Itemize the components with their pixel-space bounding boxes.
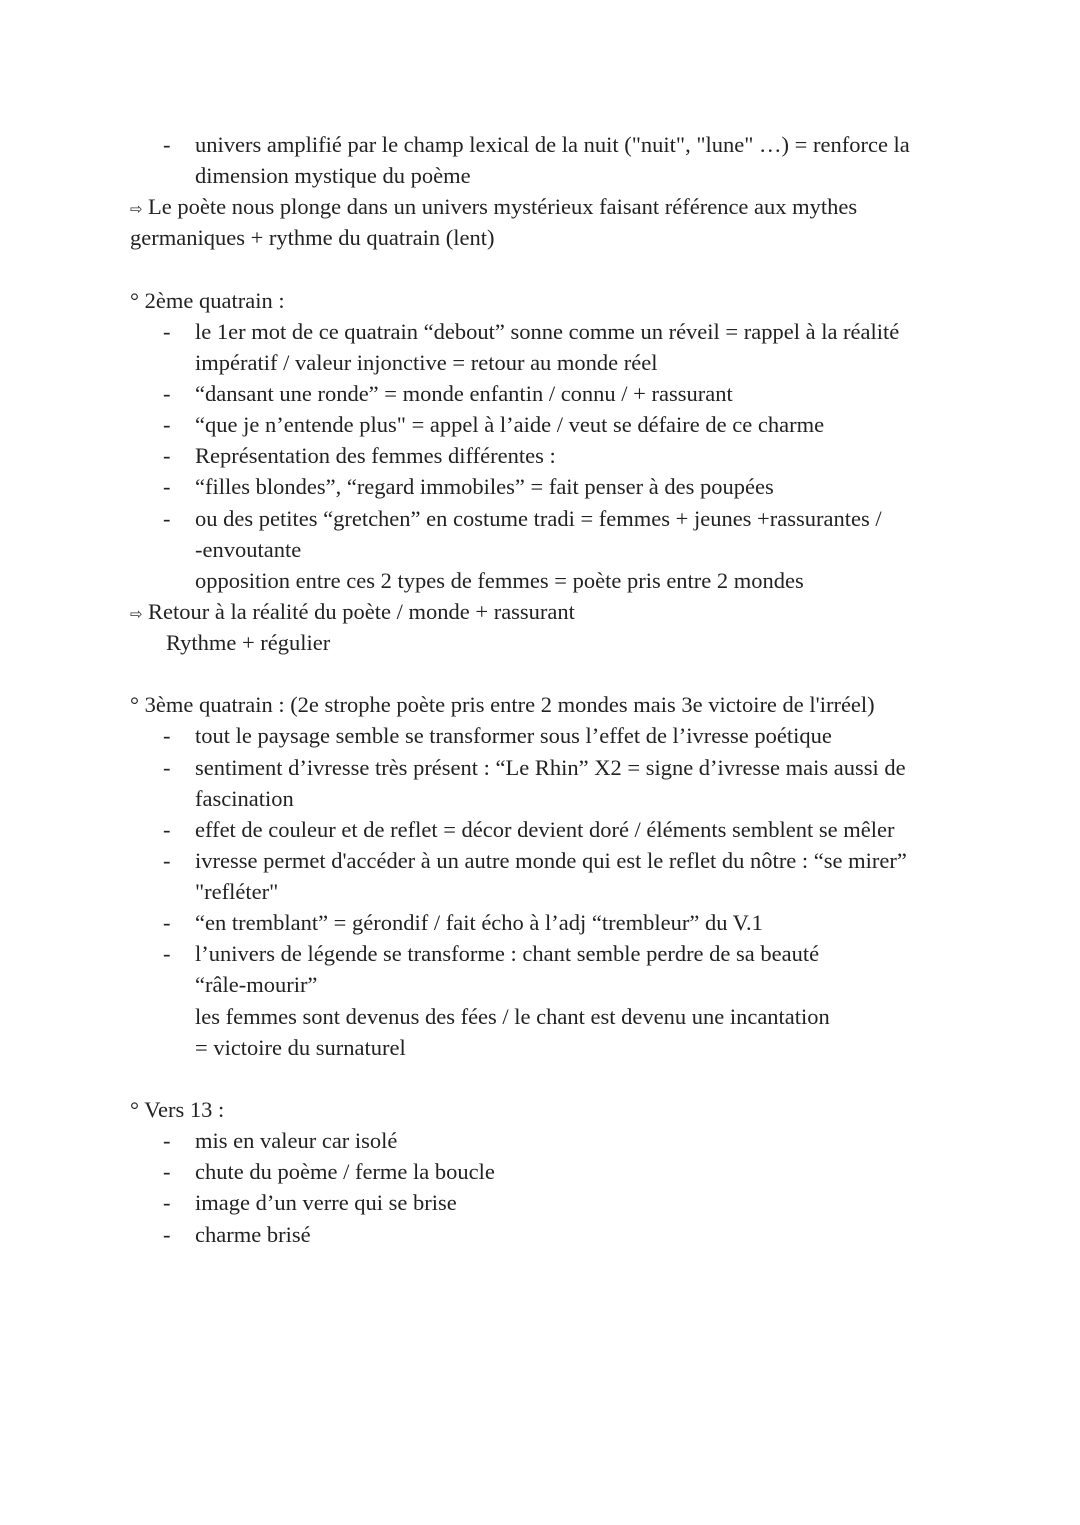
bullet-text: “filles blondes”, “regard immobiles” = fait penser à des poupées	[195, 474, 774, 499]
bullet-text-continued: "refléter"	[195, 879, 279, 904]
bullet-text: “en tremblant” = gérondif / fait écho à l’adj “trembleur” du V.1	[195, 910, 763, 935]
section-heading: ° 3ème quatrain : (2e strophe poète pris entre 2 mondes mais 3e victoire de l'irréel)	[130, 692, 875, 717]
bullet-dash: -	[163, 817, 171, 842]
bullet-text-continued: -envoutante	[195, 537, 302, 562]
bullet-text-continued: = victoire du surnaturel	[195, 1035, 406, 1060]
bullet-dash: -	[163, 443, 171, 468]
bullet-text: l’univers de légende se transforme : chant semble perdre de sa beauté	[195, 941, 820, 966]
bullet-dash: -	[163, 1128, 171, 1153]
bullet-text: “que je n’entende plus" = appel à l’aide / veut se défaire de ce charme	[195, 412, 825, 437]
bullet-dash: -	[163, 506, 171, 531]
bullet-dash: -	[163, 132, 171, 157]
bullet-text: univers amplifié par le champ lexical de la nuit ("nuit", "lune" …) = renforce la	[195, 132, 910, 157]
bullet-text: sentiment d’ivresse très présent : “Le Rhin” X2 = signe d’ivresse mais aussi de	[195, 755, 906, 780]
bullet-text: image d’un verre qui se brise	[195, 1190, 457, 1215]
bullet-text: “dansant une ronde” = monde enfantin / connu / + rassurant	[195, 381, 733, 406]
conclusion-line-continued: Rythme + régulier	[166, 630, 331, 655]
bullet-text: charme brisé	[195, 1222, 311, 1247]
right-arrow-icon: ⇨	[130, 200, 143, 218]
right-arrow-icon: ⇨	[130, 605, 143, 623]
bullet-text: le 1er mot de ce quatrain “debout” sonne comme un réveil = rappel à la réalité	[195, 319, 900, 344]
bullet-text: chute du poème / ferme la boucle	[195, 1159, 495, 1184]
bullet-dash: -	[163, 848, 171, 873]
bullet-text: mis en valeur car isolé	[195, 1128, 398, 1153]
bullet-text: Représentation des femmes différentes :	[195, 443, 556, 468]
section-heading: ° Vers 13 :	[130, 1097, 225, 1122]
bullet-dash: -	[163, 1159, 171, 1184]
conclusion-line-continued: germaniques + rythme du quatrain (lent)	[130, 225, 495, 250]
bullet-dash: -	[163, 319, 171, 344]
bullet-text-continued: fascination	[195, 786, 294, 811]
bullet-dash: -	[163, 1222, 171, 1247]
bullet-text: effet de couleur et de reflet = décor devient doré / éléments semblent se mêler	[195, 817, 895, 842]
bullet-dash: -	[163, 723, 171, 748]
bullet-dash: -	[163, 1190, 171, 1215]
bullet-dash: -	[163, 755, 171, 780]
conclusion-line: ⇨ Le poète nous plonge dans un univers mystérieux faisant référence aux mythes	[130, 191, 857, 225]
bullet-dash: -	[163, 910, 171, 935]
bullet-text: ivresse permet d'accéder à un autre monde qui est le reflet du nôtre : “se mirer”	[195, 848, 907, 873]
section-heading: ° 2ème quatrain :	[130, 288, 285, 313]
bullet-text: ou des petites “gretchen” en costume tradi = femmes + jeunes +rassurantes /	[195, 506, 882, 531]
bullet-text-continued: dimension mystique du poème	[195, 163, 471, 188]
bullet-text-continued: impératif / valeur injonctive = retour au monde réel	[195, 350, 658, 375]
bullet-dash: -	[163, 412, 171, 437]
bullet-dash: -	[163, 381, 171, 406]
bullet-text-continued: opposition entre ces 2 types de femmes = poète pris entre 2 mondes	[195, 568, 804, 593]
bullet-dash: -	[163, 474, 171, 499]
bullet-text-continued: “râle-mourir”	[195, 972, 318, 997]
bullet-text-continued: les femmes sont devenus des fées / le chant est devenu une incantation	[195, 1004, 830, 1029]
conclusion-line: ⇨ Retour à la réalité du poète / monde + rassurant	[130, 596, 575, 630]
bullet-dash: -	[163, 941, 171, 966]
bullet-text: tout le paysage semble se transformer sous l’effet de l’ivresse poétique	[195, 723, 832, 748]
